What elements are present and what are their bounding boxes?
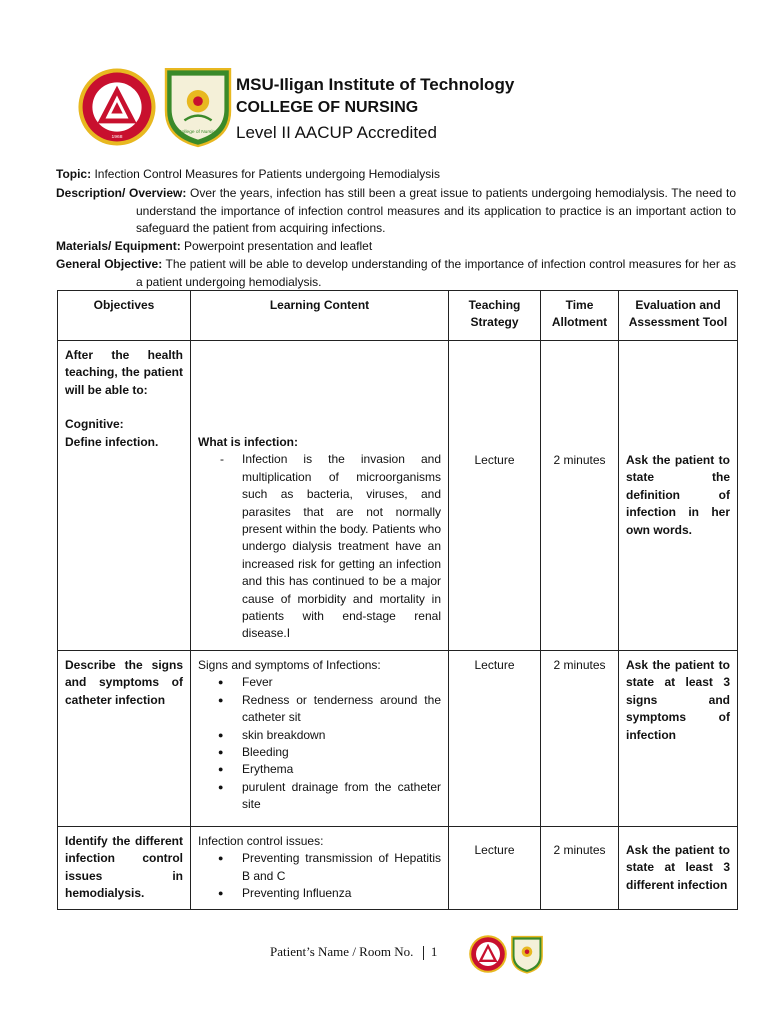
strategy-value: Lecture: [474, 843, 515, 857]
accreditation-level: Level II AACUP Accredited: [236, 123, 437, 142]
time-cell: [541, 651, 619, 827]
general-objective-label: General Objective:: [56, 257, 163, 271]
content-title: What is infection:: [198, 435, 298, 449]
time-cell: [541, 341, 619, 651]
objective-cell: [58, 341, 191, 651]
time-cell: [541, 827, 619, 910]
footer-msu-seal: [468, 934, 508, 974]
institution-name: MSU-Iligan Institute of Technology: [236, 75, 515, 94]
header-time-allotment: Time Allotment: [541, 291, 619, 341]
college-name: COLLEGE OF NURSING: [236, 99, 419, 116]
list-item: ● skin breakdown: [198, 727, 441, 744]
table-header-row: [58, 291, 738, 341]
strategy-value: Lecture: [474, 453, 515, 467]
table-row: [58, 827, 738, 910]
description-value: Over the years, infection has still been a great issue to patients undergoing hemodialysis. The need to understand the importance of infection control measures and its application to practice is an important action to safeguard the patient from acquiring infections.: [136, 186, 736, 235]
evaluation-cell: [619, 827, 738, 910]
content-list: [198, 451, 441, 642]
objective-text: Identify the different infection control issues in hemodialysis.: [65, 834, 183, 901]
content-list: [198, 850, 441, 902]
time-value: 2 minutes: [553, 453, 606, 467]
strategy-cell: [449, 341, 541, 651]
materials-value: Powerpoint presentation and leaflet: [184, 239, 373, 253]
evaluation-cell: [619, 341, 738, 651]
college-of-nursing-seal: [162, 64, 234, 148]
svg-text:1968: 1968: [111, 135, 123, 141]
evaluation-value: Ask the patient to state at least 3 signs and symptoms of infection: [626, 658, 730, 742]
content-title: Infection control issues:: [198, 834, 324, 848]
list-item: ● Bleeding: [198, 744, 441, 761]
list-item: ● Fever: [198, 674, 441, 691]
time-value: 2 minutes: [553, 658, 606, 672]
teaching-plan-table: [57, 290, 738, 910]
description-label: Description/ Overview:: [56, 186, 187, 200]
content-list: [198, 674, 441, 813]
topic-line: [56, 166, 736, 184]
strategy-value: Lecture: [474, 658, 515, 672]
strategy-cell: [449, 827, 541, 910]
general-objective-block: [56, 256, 736, 291]
svg-text:College of Nursing: College of Nursing: [178, 130, 218, 136]
strategy-cell: [449, 651, 541, 827]
page-number: 1: [430, 944, 438, 959]
description-block: [56, 185, 736, 238]
page-footer: [270, 944, 437, 960]
footer-label: Patient’s Name / Room No.: [270, 944, 414, 959]
learning-content-cell: [191, 341, 449, 651]
objective-cell: [58, 827, 191, 910]
footer-divider: [423, 946, 424, 960]
list-item: - Infection is the invasion and multiplication of microorganisms such as bacteria, viruses, and parasites that are not normally present within the body. Patients who undergo dialysis treatment have an increased risk for getting an infection and this has continued to be a major cause of morbidity and mortality in patients with end-stage renal disease.I: [198, 451, 441, 642]
header-evaluation: Evaluation and Assessment Tool: [619, 291, 738, 341]
evaluation-value: Ask the patient to state the definition of infection in her own words.: [626, 453, 730, 537]
materials-label: Materials/ Equipment:: [56, 239, 181, 253]
table-row: [58, 341, 738, 651]
general-objective-value: The patient will be able to develop understanding of the importance of infection control measures for her as a patient undergoing hemodialysis.: [136, 257, 737, 289]
list-item: ● Preventing Influenza: [198, 885, 441, 902]
learning-content-cell: [191, 827, 449, 910]
topic-value: Infection Control Measures for Patients undergoing Hemodialysis: [94, 167, 440, 181]
time-value: 2 minutes: [553, 843, 606, 857]
msu-iit-seal: [76, 66, 158, 148]
learning-content-cell: [191, 651, 449, 827]
header-objectives: Objectives: [58, 291, 191, 341]
header-learning-content: Learning Content: [191, 291, 449, 341]
table-row: [58, 651, 738, 827]
evaluation-cell: [619, 651, 738, 827]
evaluation-value: Ask the patient to state at least 3 different infection: [626, 843, 730, 892]
list-item: ● purulent drainage from the catheter site: [198, 779, 441, 814]
list-item: ● Erythema: [198, 761, 441, 778]
objective-domain: Cognitive:: [65, 417, 124, 432]
footer-nursing-seal: [510, 934, 544, 974]
topic-label: Topic:: [56, 167, 92, 181]
objective-text: Define infection.: [65, 434, 159, 449]
objective-intro: After the health teaching, the patient will be able to:: [65, 348, 183, 397]
content-title: Signs and symptoms of Infections:: [198, 658, 381, 672]
list-item: ● Redness or tenderness around the catheter sit: [198, 692, 441, 727]
materials-line: [56, 238, 736, 256]
list-item: ● Preventing transmission of Hepatitis B and C: [198, 850, 441, 885]
header-teaching-strategy: Teaching Strategy: [449, 291, 541, 341]
header-text: [236, 74, 514, 146]
objective-cell: [58, 651, 191, 827]
objective-text: Describe the signs and symptoms of catheter infection: [65, 658, 183, 707]
